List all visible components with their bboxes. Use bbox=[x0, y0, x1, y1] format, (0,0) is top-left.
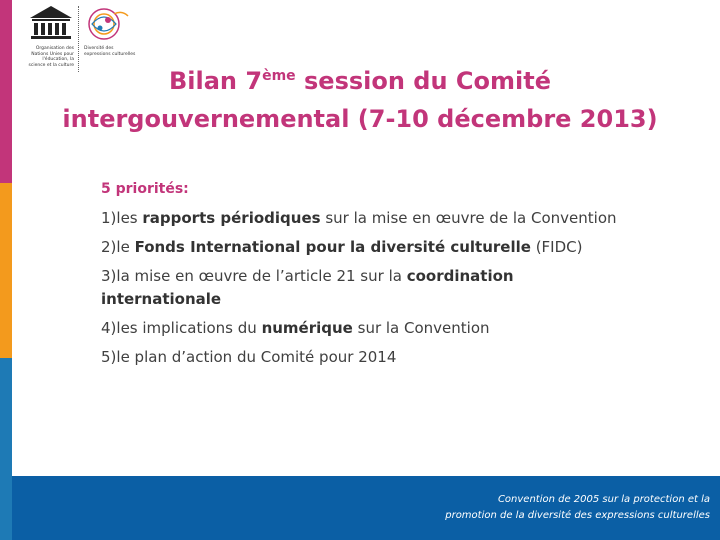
title-line-2: intergouvernemental (7-10 décembre 2013) bbox=[62, 105, 658, 133]
side-band-orange bbox=[0, 183, 12, 358]
unesco-label: Organisation des Nations Unies pour l'éducation, la science et la culture bbox=[28, 46, 74, 68]
slide-content bbox=[101, 178, 621, 375]
item-text: 2)le bbox=[101, 238, 135, 256]
side-band-blue bbox=[0, 358, 12, 540]
convention-label: Diversité des expressions culturelles bbox=[84, 46, 136, 57]
item-bold-text: numérique bbox=[261, 319, 353, 337]
priority-item-5 bbox=[101, 346, 621, 369]
footer-bar bbox=[12, 476, 720, 540]
title-superscript: ème bbox=[262, 68, 296, 84]
side-band-pink bbox=[0, 0, 12, 183]
footer-text bbox=[410, 492, 710, 524]
convention-logo bbox=[84, 4, 134, 44]
slide-title bbox=[30, 62, 690, 138]
item-bold-text: Fonds International pour la diversité culturelle bbox=[134, 238, 531, 256]
item-text: sur la Convention bbox=[352, 319, 490, 337]
priority-item-2 bbox=[101, 236, 621, 259]
footer-line-2: promotion de la diversité des expressions culturelles bbox=[445, 510, 710, 521]
title-line-1 bbox=[30, 62, 690, 100]
priorities-heading: 5 priorités: bbox=[101, 181, 189, 197]
item-text: 5)le plan d’action du Comité pour 2014 bbox=[101, 348, 397, 366]
unesco-logo bbox=[26, 4, 76, 44]
item-bold-text: coordination internationale bbox=[101, 267, 514, 308]
item-text: (FIDC) bbox=[530, 238, 583, 256]
item-text: 4)les implications du bbox=[101, 319, 262, 337]
item-text: 1)les bbox=[101, 209, 143, 227]
title-part2: session du Comité bbox=[295, 67, 552, 95]
item-bold-text: rapports périodiques bbox=[142, 209, 321, 227]
item-text: 3)la mise en œuvre de l’article 21 sur la bbox=[101, 267, 407, 285]
priority-item-1 bbox=[101, 207, 621, 230]
title-part1: Bilan 7 bbox=[168, 67, 263, 95]
priority-item-4 bbox=[101, 317, 621, 340]
priority-item-3 bbox=[101, 265, 621, 311]
footer-line-1: Convention de 2005 sur la protection et la bbox=[497, 494, 710, 505]
item-text: sur la mise en œuvre de la Convention bbox=[320, 209, 617, 227]
